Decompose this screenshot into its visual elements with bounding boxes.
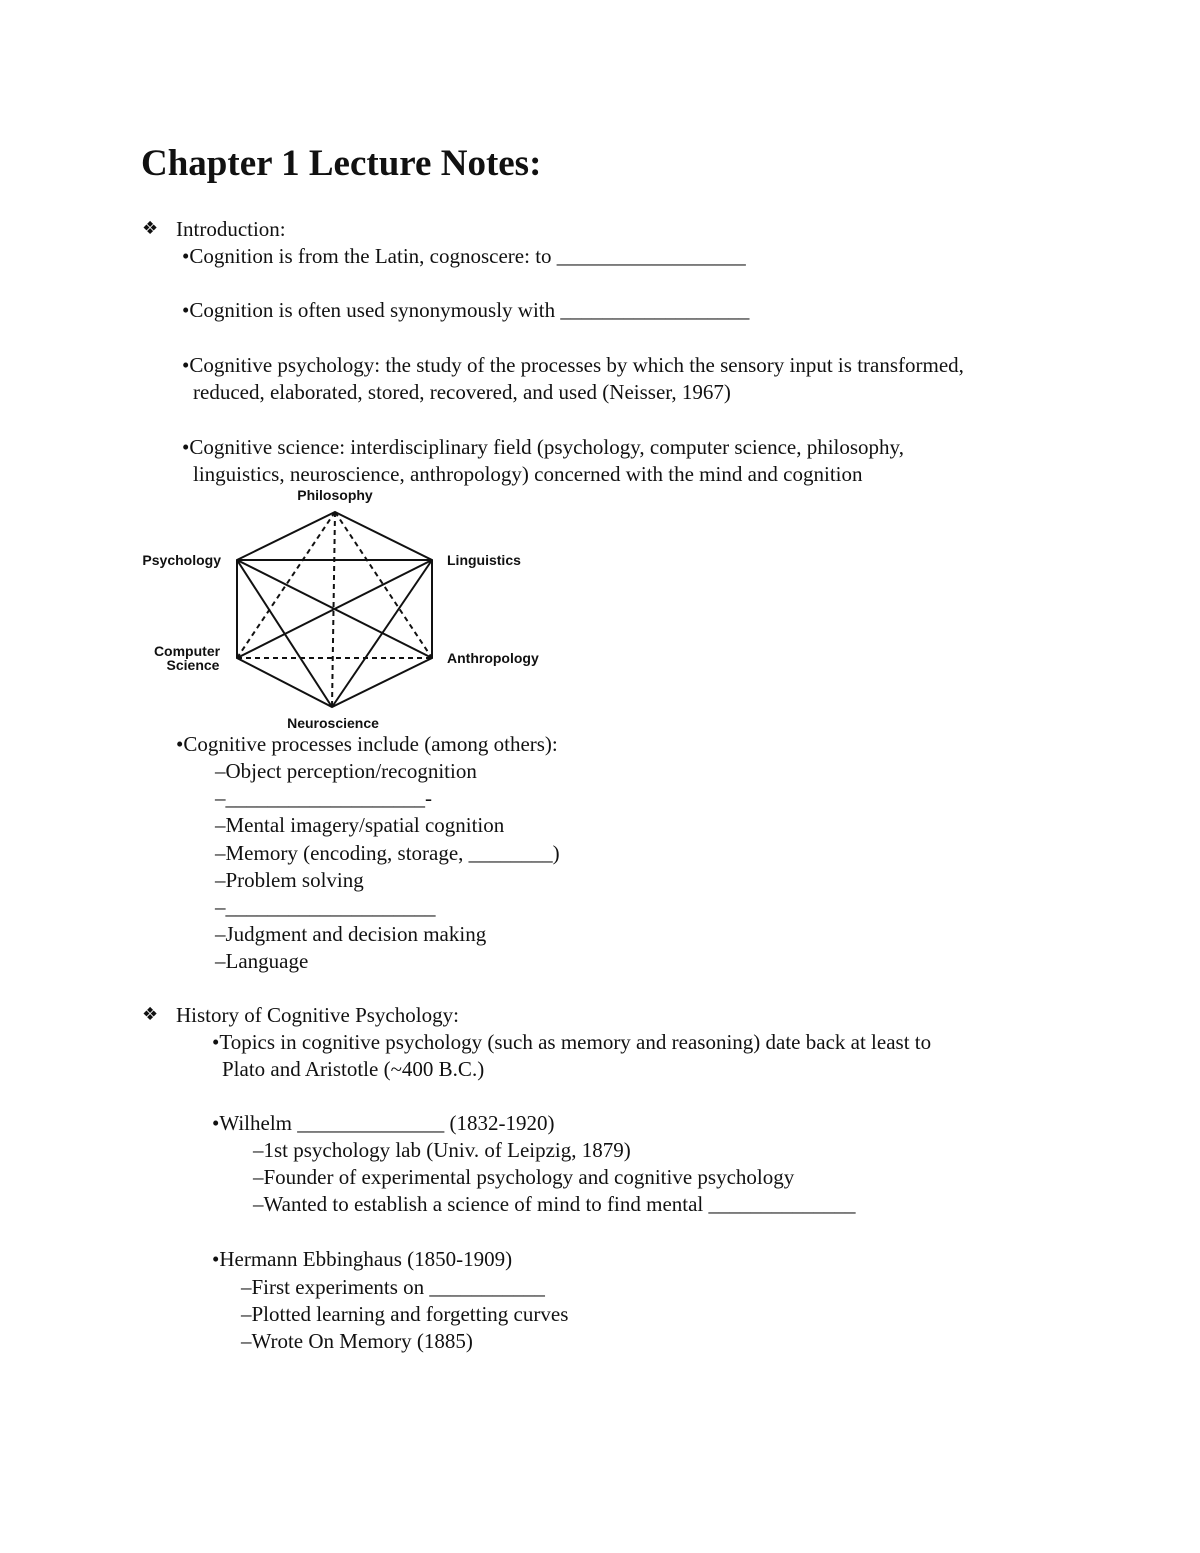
history-line: •Wilhelm ______________ (1832-1920) bbox=[212, 1111, 555, 1135]
history-line: –Wanted to establish a science of mind to find mental ______________ bbox=[253, 1192, 856, 1216]
history-line: –Founder of experimental psychology and cognitive psychology bbox=[253, 1165, 795, 1189]
solid-link bbox=[237, 560, 332, 707]
process-item: –____________________ bbox=[215, 895, 436, 919]
process-item: –___________________- bbox=[215, 786, 432, 810]
intro-line: linguistics, neuroscience, anthropology) concerned with the mind and cognition bbox=[193, 462, 863, 486]
four-diamond-bullet-icon: ❖ bbox=[142, 1004, 159, 1025]
intro-line: reduced, elaborated, stored, recovered, and used (Neisser, 1967) bbox=[193, 380, 731, 404]
intro-line: •Cognitive science: interdisciplinary field (psychology, computer science, philosophy, bbox=[182, 435, 904, 459]
four-diamond-bullet-icon: ❖ bbox=[142, 218, 159, 239]
history-line: Plato and Aristotle (~400 B.C.) bbox=[222, 1057, 485, 1081]
history-heading: History of Cognitive Psychology: bbox=[176, 1003, 459, 1027]
label-anthropology: Anthropology bbox=[447, 650, 539, 666]
label-computer: Computer bbox=[153, 643, 221, 659]
intro-line: •Cognition is often used synonymously with __________________ bbox=[182, 298, 750, 322]
intro-line: •Cognition is from the Latin, cognoscere: to __________________ bbox=[182, 244, 746, 268]
history-line: –First experiments on ___________ bbox=[241, 1275, 545, 1299]
page-title: Chapter 1 Lecture Notes: bbox=[141, 143, 542, 184]
label-philosophy: Philosophy bbox=[297, 487, 373, 503]
intro-line: •Cognitive psychology: the study of the processes by which the sensory input is transformed, bbox=[182, 353, 964, 377]
cognitive-science-hexagon-diagram bbox=[135, 482, 555, 732]
label-psychology: Psychology bbox=[142, 552, 221, 568]
label-linguistics: Linguistics bbox=[447, 552, 521, 568]
process-item: –Mental imagery/spatial cognition bbox=[215, 813, 505, 837]
history-line: •Hermann Ebbinghaus (1850-1909) bbox=[212, 1247, 513, 1271]
process-item: –Memory (encoding, storage, ________) bbox=[215, 841, 560, 865]
history-line: –Wrote On Memory (1885) bbox=[241, 1329, 473, 1353]
history-line: –1st psychology lab (Univ. of Leipzig, 1879) bbox=[253, 1138, 631, 1162]
processes-heading: •Cognitive processes include (among others): bbox=[176, 732, 558, 756]
history-line: –Plotted learning and forgetting curves bbox=[241, 1302, 569, 1326]
label-neuroscience: Neuroscience bbox=[287, 715, 379, 731]
process-item: –Problem solving bbox=[215, 868, 364, 892]
intro-heading: Introduction: bbox=[176, 217, 286, 241]
label-science: Science bbox=[166, 657, 220, 673]
process-item: –Judgment and decision making bbox=[215, 922, 487, 946]
history-line: •Topics in cognitive psychology (such as memory and reasoning) date back at least to bbox=[212, 1030, 932, 1054]
process-item: –Language bbox=[215, 949, 309, 973]
process-item: –Object perception/recognition bbox=[215, 759, 477, 783]
